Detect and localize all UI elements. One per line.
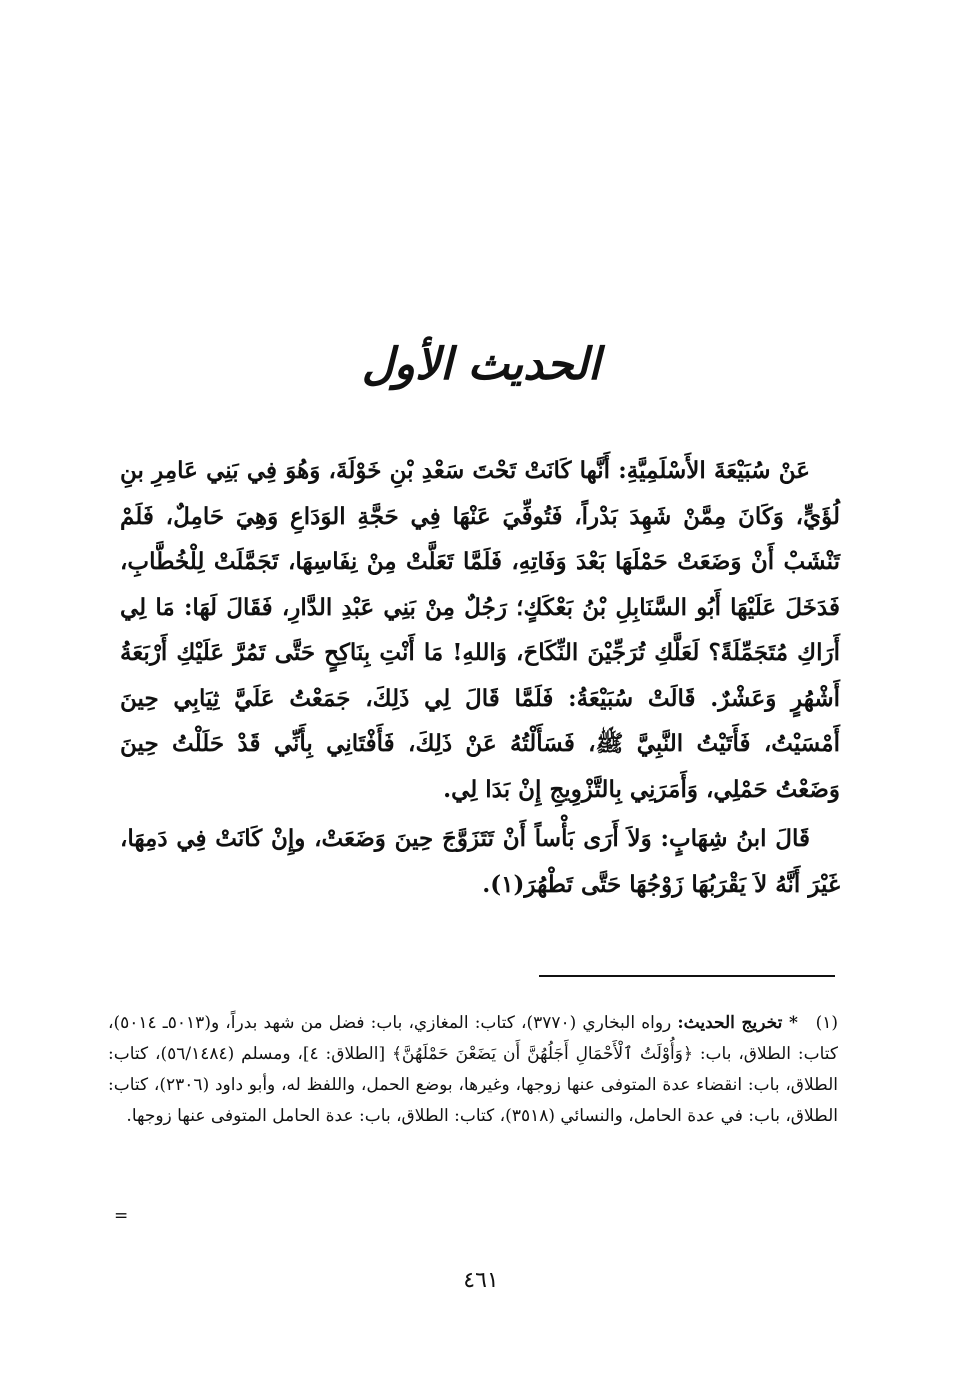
footnote-label: * تخريج الحديث: — [677, 1013, 798, 1033]
continuation-mark: = — [114, 1206, 129, 1226]
hadith-paragraph: قَالَ ابنُ شِهَابٍ: وَلاَ أَرَى بَأْساً أَنْ تَتَزَوَّجَ حِينَ وَضَعَتْ، وإِنْ كَانَتْ فِي دَمِهَا، غَيْرَ أَنَّهُ لاَ يَقْرَبُهَا زَوْجُهَا حَتَّى تَطْهُرَ(١). — [120, 825, 840, 898]
footnote-text: رواه البخاري (٣٧٧٠)، كتاب: المغازي، باب: فضل من شهد بدراً، و(٥٠١٣ـ ٥٠١٤)، كتاب: الطلاق، باب: ﴿وَأُوْلَتُ ٱلْأَحْمَالِ أَجَلُهُنَّ أَن يَضَعْنَ حَمْلَهُنَّ﴾ [الطلاق: ٤]، ومسلم (٥٦/١٤٨٤)، كتاب: الطلاق، باب: انقضاء عدة المتوفى عنها زوجها، وغيرها، بوضع الحمل، واللفظ له، وأبو داود (٢٣٠٦)، كتاب: الطلاق، باب: في عدة الحامل، والنسائي (٣٥١٨)، كتاب: الطلاق، باب: عدة الحامل المتوفى عنها زوجها. — [108, 1013, 838, 1126]
hadith-body — [120, 448, 840, 907]
footnote-number: (١) — [815, 1013, 839, 1033]
page-number: ٤٦١ — [463, 1268, 499, 1293]
hadith-paragraph: عَنْ سُبَيْعَةَ الأَسْلَمِيَّةِ: أَنَّها كَانَتْ تَحْتَ سَعْدِ بْنِ خَوْلَةَ، وَهُوَ فِي بَنِي عَامِرِ بنِ لُؤَيٍّ، وَكَانَ مِمَّنْ شَهِدَ بَدْراً، فَتُوفِّيَ عَنْهَا فِي حَجَّةِ الوَدَاعِ وَهِيَ حَامِلٌ، فَلَمْ تَنْشَبْ أَنْ وَضَعَتْ حَمْلَهَا بَعْدَ وَفَاتِهِ، فَلَمَّا تَعَلَّتْ مِنْ نِفَاسِهَا، تَجَمَّلَتْ لِلْخُطَّابِ، فَدَخَلَ عَلَيْهَا أَبُو السَّنَابِلِ بْنُ بَعْكَكٍ؛ رَجُلٌ مِنْ بَنِي عَبْدِ الدَّارِ، فَقَالَ لَهَا: مَا لِي أَرَاكِ مُتَجَمِّلَةً؟ لَعَلَّكِ تُرَجِّيْنَ النِّكَاحَ، وَاللهِ! مَا أَنْتِ بِنَاكِحٍ حَتَّى تَمُرَّ عَلَيْكِ أَرْبَعَةُ أَشْهُرٍ وَعَشْرٌ. قَالَتْ سُبَيْعَةُ: فَلَمَّا قَالَ لِي ذَلِكَ، جَمَعْتُ عَلَيَّ ثِيَابِي حِينَ أَمْسَيْتُ، فَأَتَيْتُ النَّبِيَّ ﷺ، فَسَأَلْتُهُ عَنْ ذَلِكَ، فَأَفْتَانِي بِأَنِّي قَدْ حَلَلْتُ حِينَ وَضَعْتُ حَمْلِي، وَأَمَرَنِي بِالتَّزْوِيجِ إِنْ بَدَا لِي. — [120, 457, 840, 803]
hadith-title: الحديث الأول — [361, 339, 601, 390]
footnote-divider — [539, 975, 835, 977]
footnote — [108, 1008, 838, 1132]
